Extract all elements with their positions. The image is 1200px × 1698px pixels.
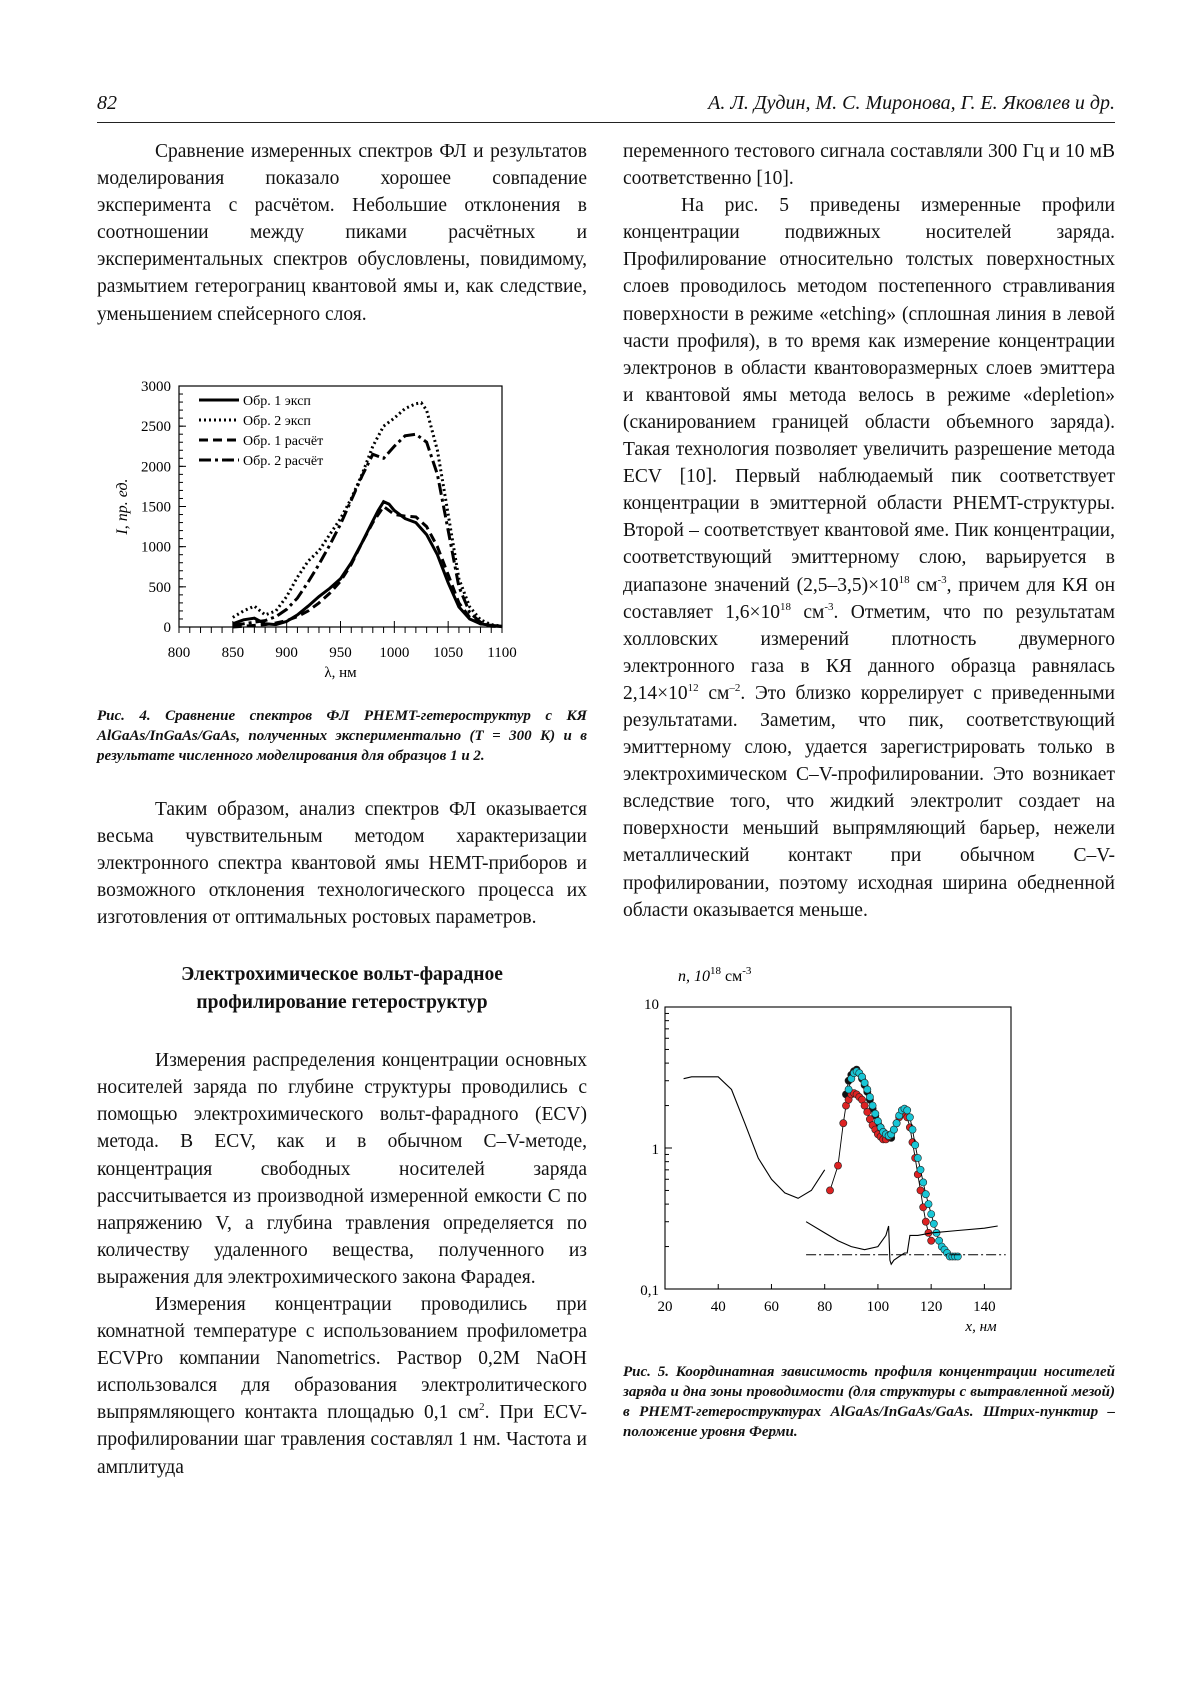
data-point: [864, 1086, 871, 1093]
figure-5-caption: Рис. 5. Координатная зависимость профиля концентрации носителей заряда и дна зоны проводимости (для структуры с вытравленной мезой) в PHEMT-гетероструктурах AlGaAs/InGaAs/GaAs. Штрих-пунктир – положение уровня Ферми.: [623, 1363, 1115, 1440]
right-column: [623, 138, 1115, 1442]
paragraph: переменного тестового сигнала составляли 300 Гц и 10 мВ соответственно [10].: [623, 141, 1115, 190]
y-tick-label: 1: [651, 1141, 659, 1158]
data-point: [930, 1220, 937, 1227]
paragraph: Измерения распределения концентрации основных носителей заряда по глубине структуры проводились с помощью электрохимического вольт-фарадного (ECV) метода. В ECV, как и в обычном C–V-методе, концентрация свободных носителей заряда рассчитывается из производной измеренной емкости C по напряжению V, а глубина травления определяется по количеству удаленного вещества, полученного из выражения для электрохимического закона Фарадея.: [97, 1050, 587, 1288]
legend-label: Обр. 1 эксп: [243, 393, 311, 409]
legend-label: Обр. 2 расчёт: [243, 453, 324, 469]
y-tick-label: 1000: [141, 539, 171, 556]
series-line-series-red: [830, 1093, 931, 1241]
data-point: [872, 1110, 879, 1117]
y-tick-label: 2000: [141, 458, 171, 475]
data-point: [845, 1086, 852, 1093]
x-tick-label: 1050: [433, 644, 464, 661]
data-point: [869, 1102, 876, 1109]
figure-4: [97, 368, 587, 688]
data-point: [920, 1179, 927, 1186]
left-column: [97, 138, 587, 1481]
data-point: [912, 1141, 919, 1148]
x-tick-label: 1100: [487, 644, 517, 661]
y-tick-label: 2500: [141, 418, 171, 435]
section-heading: [97, 961, 587, 1017]
x-tick-label: 60: [763, 1298, 779, 1315]
data-point: [922, 1190, 929, 1197]
section-heading-line-2: профилирование гетероструктур: [196, 992, 488, 1014]
paragraph: Таким образом, анализ спектров ФЛ оказывается весьма чувствительным методом характеризации электронного спектра квантовой ямы HEMT-приборов и возможного отклонения технологического процесса их изготовления от оптимальных ростовых параметров.: [97, 798, 587, 929]
paragraph: Измерения концентрации проводились при комнатной температуре с использованием профилометра ECVPro компании Nanometrics. Раствор 0,2M NaOH использовался для образования электролитического выпрямляющего контакта площадью 0,1 $см^2$. При ECV-профилировании шаг травления составлял 1 нм. Частота и амплитуда: [97, 1293, 587, 1478]
data-point: [922, 1218, 929, 1225]
x-tick-label: 80: [817, 1298, 833, 1315]
y-tick-label: 3000: [141, 378, 171, 395]
x-tick-label: 900: [275, 644, 298, 661]
data-point: [906, 1113, 913, 1120]
data-point: [834, 1162, 841, 1169]
running-authors: А. Л. Дудин, М. С. Миронова, Г. Е. Яковлев и др.: [708, 92, 1115, 114]
y-axis-label: n, $10^{18}$ $см^{-3}$: [678, 964, 752, 985]
page-header: [97, 86, 1115, 123]
data-point: [917, 1166, 924, 1173]
x-tick-label: 20: [657, 1298, 673, 1315]
data-point: [893, 1119, 900, 1126]
y-tick-label: 10: [644, 996, 659, 1013]
data-point: [914, 1154, 921, 1161]
data-point: [904, 1106, 911, 1113]
x-tick-label: 950: [329, 644, 352, 661]
data-point: [866, 1093, 873, 1100]
section-heading-line-1: Электрохимическое вольт-фарадное: [181, 964, 503, 986]
y-tick-label: 500: [148, 579, 171, 596]
data-point: [840, 1119, 847, 1126]
paragraph: На рис. 5 приведены измеренные профили концентрации подвижных носителей заряда. Профилирование относительно толстых поверхностных слоев проводилось методом постепенного стравливания поверхности в режиме «etching» (сплошная линия в левой части профиля), в то время как измерение концентрации электронов в области квантоворазмерных слоев эмиттера и квантовой ямы метода велось в режиме «depletion» (сканированием границей области объемного заряда). Такая технология позволяет увеличить разрешение метода ECV [10]. Первый наблюдаемый пик соответствует концентрации в эмиттерной области PHEMT-структуры. Второй – соответствует квантовой яме. Пик концентрации, соответствующий эмиттерному слою, варьируется в диапазоне значений $(2,5-3,5)\times 10^{18}$ $см^{-3}$, причем для КЯ он составляет $1,6\times 10^{18}$ $см^{-3}$. Отметим, что по результатам холловских измерений плотность двумерного электронного газа в КЯ данного образца равнялась $2,14\times 10^{12}$ $см^{-2}$. Это близко коррелирует с приведенными результатами. Заметим, что пик, соответствующий эмиттерному слою, удается зарегистрировать только в электрохимическом C–V-профилировании. Это возникает вследствие того, что жидкий электролит создает на поверхности меньший выпрямляющий барьер, нежели металлический контакт при обычном C–V-профилировании, поэтому исходная ширина обедненной области оказывается меньше.: [623, 195, 1116, 921]
legend-label: Обр. 1 расчёт: [243, 433, 324, 449]
data-point: [909, 1126, 916, 1133]
page-number: 82: [97, 92, 117, 114]
x-tick-label: 1000: [379, 644, 410, 661]
plot-frame: [665, 1007, 1011, 1289]
figure-5-chart: [623, 954, 1115, 1354]
figure-4-chart: [97, 368, 587, 688]
paragraph: Сравнение измеренных спектров ФЛ и результатов моделирования показало хорошее совпадение эксперимента с расчётом. Небольшие отклонения в соотношении между пиками расчётных и экспериментальных спектров обусловлены, повидимому, размытием гетерограниц квантовой ямы и, как следствие, уменьшением спейсерного слоя.: [97, 141, 587, 325]
figure-5: [623, 954, 1115, 1354]
x-tick-label: 100: [866, 1298, 890, 1315]
x-tick-label: 800: [167, 644, 191, 661]
y-tick-label: 0,1: [640, 1282, 659, 1299]
y-tick-label: 0: [163, 619, 171, 636]
data-point: [925, 1200, 932, 1207]
series-line-conduction-band-edge: [806, 1221, 998, 1264]
x-axis-label: λ, нм: [324, 664, 357, 681]
figure-4-caption: Рис. 4. Сравнение спектров ФЛ PHEMT-гетероструктур с КЯ AlGaAs/InGaAs/GaAs, полученных экспериментально (T = 300 K) и в результате численного моделирования для образцов 1 и 2.: [97, 707, 587, 764]
y-tick-label: 1500: [141, 499, 171, 516]
x-tick-label: 40: [710, 1298, 726, 1315]
data-point: [826, 1187, 833, 1194]
y-axis-label: I, пр. ед.: [114, 478, 131, 535]
data-point: [861, 1079, 868, 1086]
x-tick-label: 850: [221, 644, 245, 661]
series-line-1: [233, 501, 502, 626]
data-point: [928, 1210, 935, 1217]
data-point: [928, 1237, 935, 1244]
x-tick-label: 120: [919, 1298, 943, 1315]
data-point: [864, 1108, 871, 1115]
x-tick-label: 140: [973, 1298, 996, 1315]
data-point: [954, 1253, 961, 1260]
legend-label: Обр. 2 эксп: [243, 413, 311, 429]
series-line-etching: [684, 1077, 825, 1199]
x-axis-label: x, нм: [965, 1318, 997, 1335]
